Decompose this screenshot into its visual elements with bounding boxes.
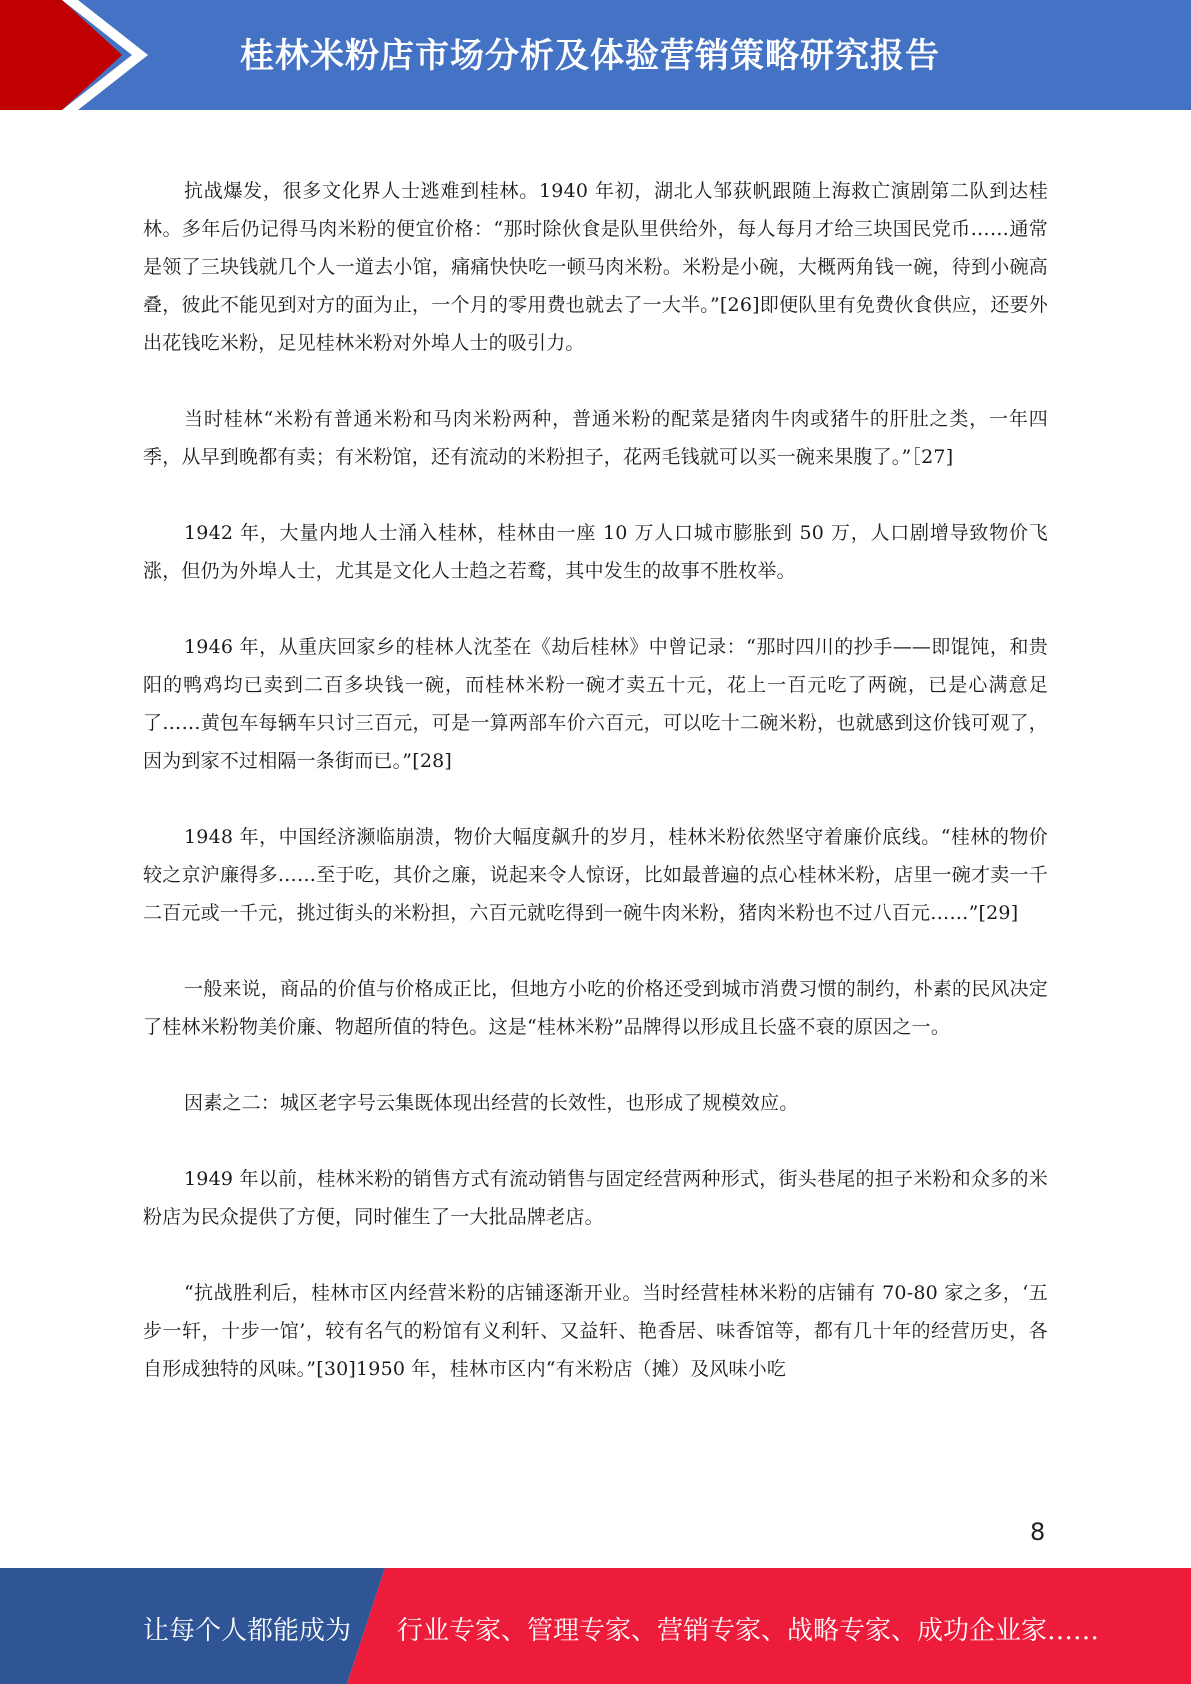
paragraph: 一般来说，商品的价值与价格成正比，但地方小吃的价格还受到城市消费习惯的制约，朴素的民风决定了桂林米粉物美价廉、物超所值的特色。这是“桂林米粉”品牌得以形成且长盛不衰的原因之一。 [143, 978, 1049, 1038]
footer-slogan-right: 行业专家、管理专家、营销专家、战略专家、成功企业家…… [397, 1616, 1100, 1646]
paragraph: 1942 年，大量内地人士涌入桂林，桂林由一座 10 万人口城市膨胀到 50 万，人口剧增导致物价飞涨，但仍为外埠人士，尤其是文化人士趋之若鹜，其中发生的故事不胜枚举。 [143, 522, 1048, 582]
paragraph: 1948 年，中国经济濒临崩溃，物价大幅度飙升的岁月，桂林米粉依然坚守着廉价底线。“桂林的物价较之京沪廉得多……至于吃，其价之廉，说起来令人惊讶，比如最普遍的点心桂林米粉，店里一碗才卖一千二百元或一千元，挑过街头的米粉担，六百元就吃得到一碗牛肉米粉，猪肉米粉也不过八百元……”[29] [143, 826, 1048, 924]
body-text [143, 172, 1048, 1426]
footer-slogan-left: 让每个人都能成为 [143, 1616, 352, 1646]
report-title: 桂林米粉店市场分析及体验营销策略研究报告 [240, 36, 940, 76]
page-header [0, 0, 1191, 110]
paragraph: 因素之二：城区老字号云集既体现出经营的长效性，也形成了规模效应。 [184, 1092, 799, 1114]
paragraph: 当时桂林“米粉有普通米粉和马肉米粉两种，普通米粉的配菜是猪肉牛肉或猪牛的肝肚之类，一年四季，从早到晚都有卖；有米粉馆，还有流动的米粉担子，花两毛钱就可以买一碗来果腹了。”［27] [143, 408, 1048, 468]
page-number: 8 [1030, 1518, 1046, 1546]
header-arrow-decoration [0, 0, 160, 110]
paragraph: 1946 年，从重庆回家乡的桂林人沈荃在《劫后桂林》中曾记录：“那时四川的抄手——即馄饨，和贵阳的鸭鸡均已卖到二百多块钱一碗，而桂林米粉一碗才卖五十元，花上一百元吃了两碗，已是心满意足了……黄包车每辆车只讨三百元，可是一算两部车价六百元，可以吃十二碗米粉，也就感到这价钱可观了，因为到家不过相隔一条街而已。”[28] [143, 636, 1048, 772]
paragraph: “抗战胜利后，桂林市区内经营米粉的店铺逐渐开业。当时经营桂林米粉的店铺有 70-80 家之多，‘五步一轩，十步一馆’，较有名气的粉馆有义利轩、又益轩、艳香居、味香馆等，都有几十年的经营历史，各自形成独特的风味。”[30]1950 年，桂林市区内“有米粉店（摊）及风味小吃 [143, 1282, 1048, 1380]
paragraph: 抗战爆发，很多文化界人士逃难到桂林。1940 年初，湖北人邹荻帆跟随上海救亡演剧第二队到达桂林。多年后仍记得马肉米粉的便宜价格：“那时除伙食是队里供给外，每人每月才给三块国民党币……通常是领了三块钱就几个人一道去小馆，痛痛快快吃一顿马肉米粉。米粉是小碗，大概两角钱一碗，待到小碗高叠，彼此不能见到对方的面为止，一个月的零用费也就去了一大半。”[26]即便队里有免费伙食供应，还要外出花钱吃米粉，足见桂林米粉对外埠人士的吸引力。 [143, 180, 1048, 354]
paragraph: 1949 年以前，桂林米粉的销售方式有流动销售与固定经营两种形式，街头巷尾的担子米粉和众多的米粉店为民众提供了方便，同时催生了一大批品牌老店。 [143, 1168, 1048, 1228]
page-footer [0, 1568, 1191, 1684]
